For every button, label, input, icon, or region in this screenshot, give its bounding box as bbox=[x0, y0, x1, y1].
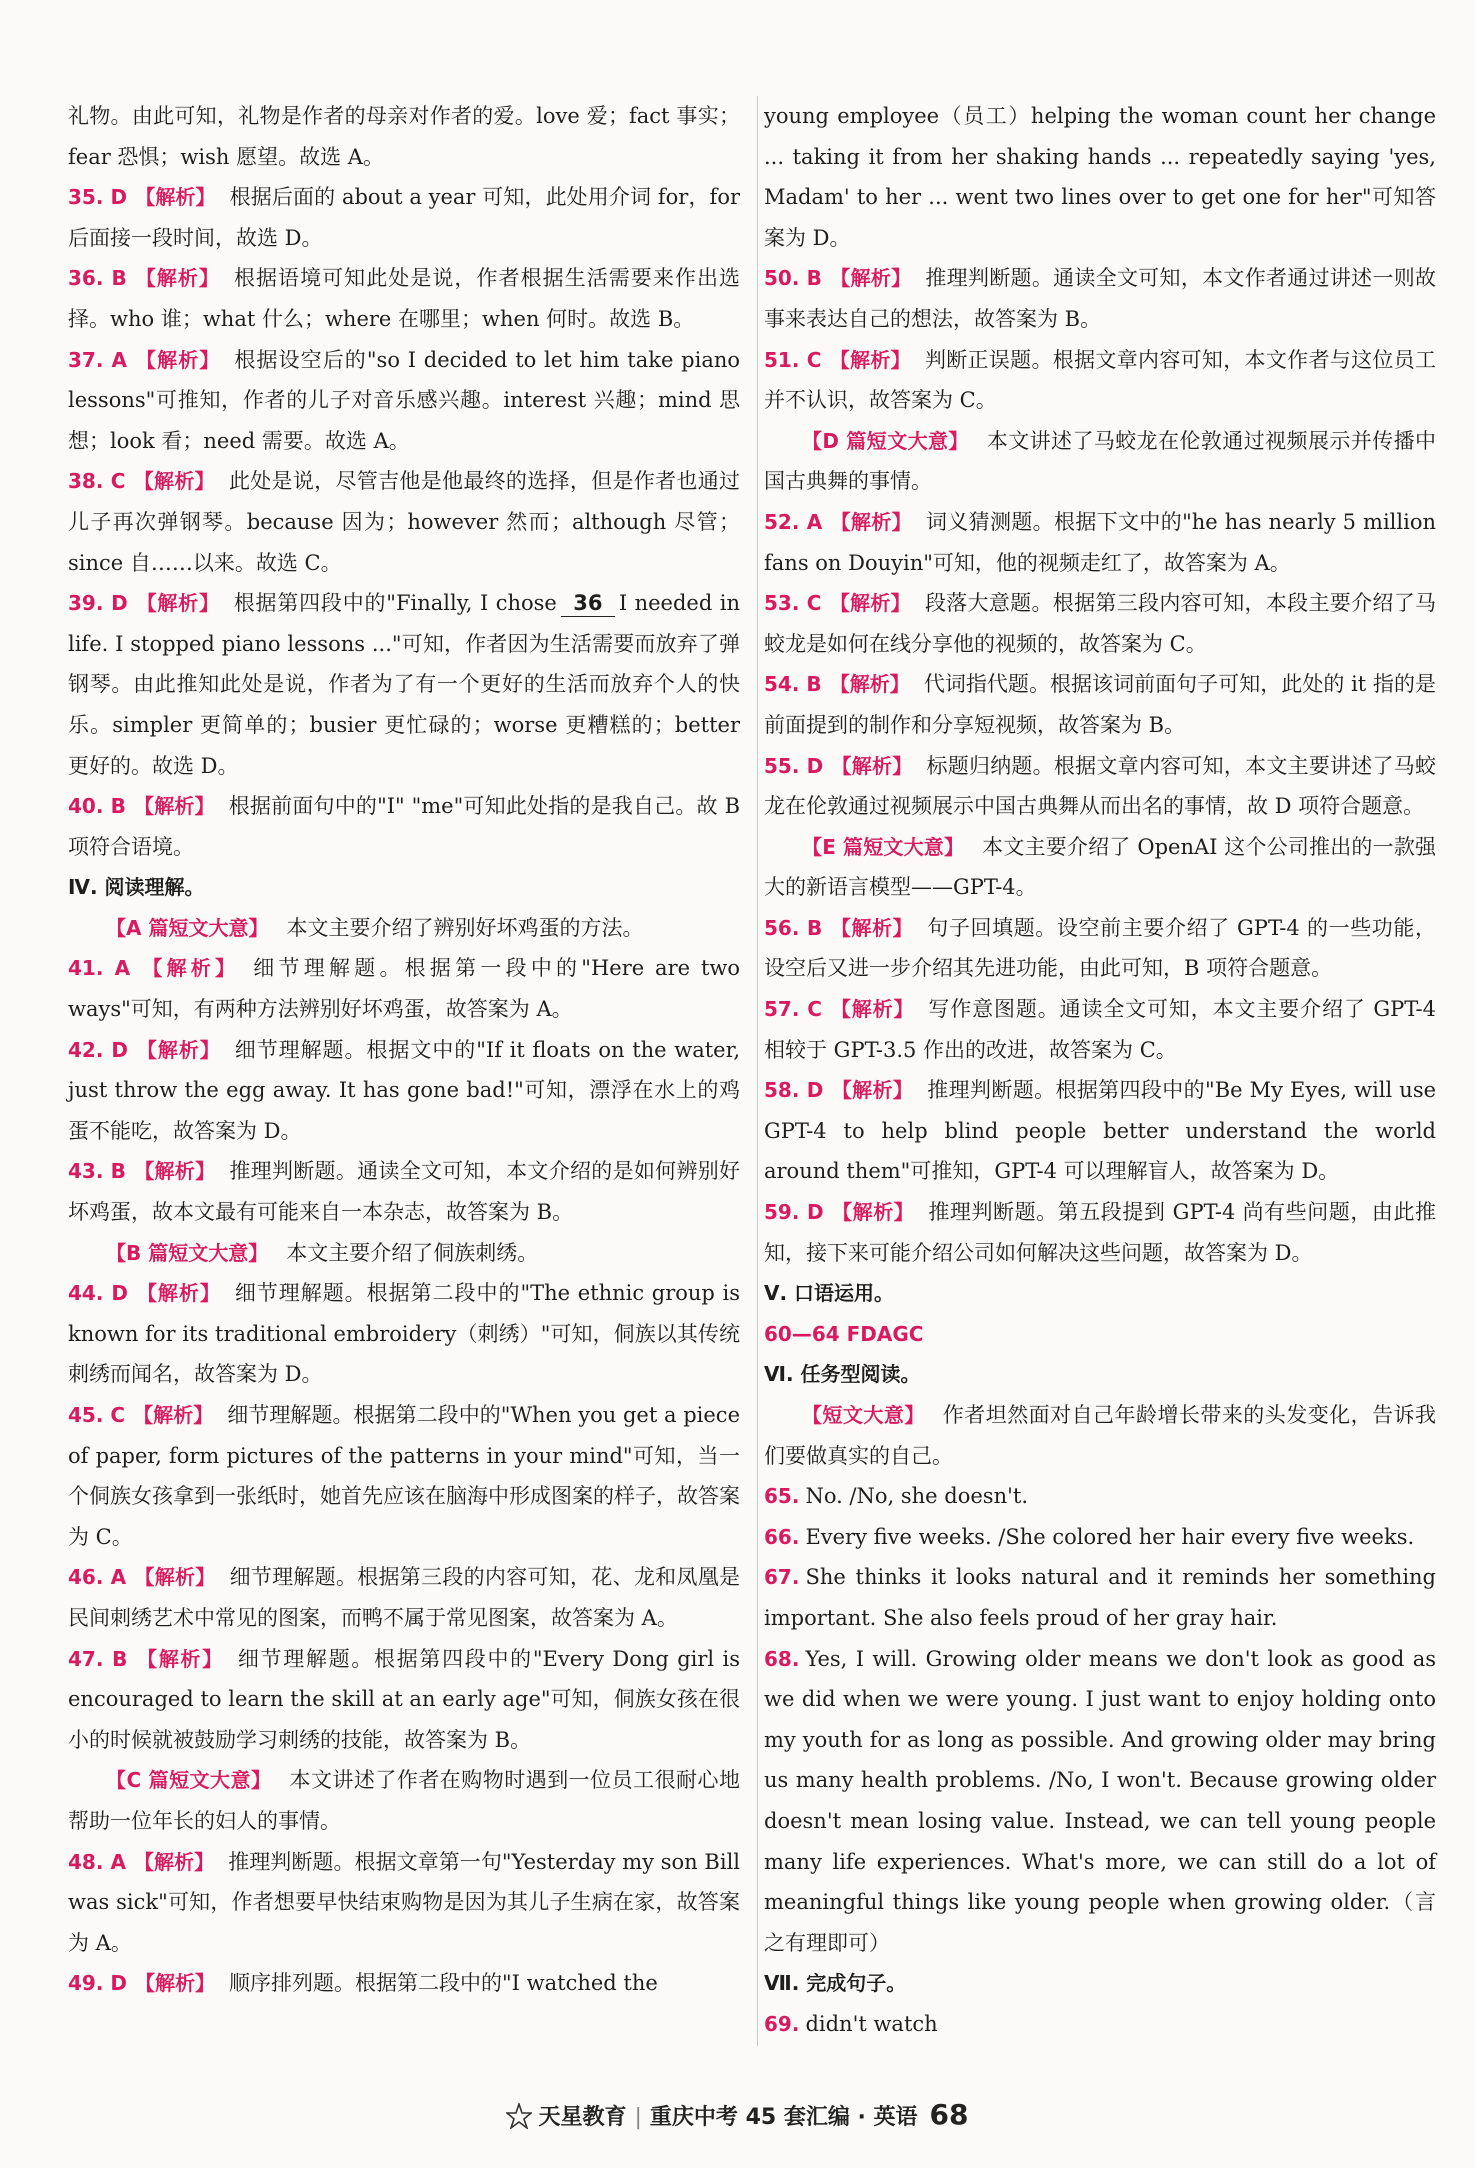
analysis-tag: 【解析】 bbox=[829, 997, 915, 1022]
question-number: 65. bbox=[764, 1484, 800, 1509]
answer-entry bbox=[68, 177, 740, 258]
page-footer: 天星教育 | 重庆中考 45 套汇编 · 英语 68 bbox=[0, 2098, 1475, 2131]
passage-summary bbox=[764, 827, 1436, 908]
entry-text: 细节理解题。根据第二段中的"The ethnic group is known for its traditional embroidery（刺绣）"可知，侗族以其传统刺绣而闻名，故答案为 D。 bbox=[68, 1281, 740, 1387]
right-column bbox=[764, 96, 1436, 2045]
answer-entry bbox=[764, 1557, 1436, 1638]
entry-text: 细节理解题。根据文中的"If it floats on the water, just throw the egg away. It has gone bad!"可知，漂浮在水上的鸡蛋不能吃，故答案为 D。 bbox=[68, 1037, 740, 1143]
analysis-tag: 【解析】 bbox=[135, 1281, 221, 1306]
question-number: 42. D bbox=[68, 1037, 128, 1062]
section-title: Ⅵ. 任务型阅读。 bbox=[764, 1362, 921, 1387]
entry-text: 细节理解题。根据第四段中的"Every Dong girl is encouraged to learn the skill at an early age"可知，侗族女孩在很小的时候就被鼓励学习刺绣的技能，故答案为 B。 bbox=[68, 1646, 741, 1752]
answer-text: No. /No, she doesn't. bbox=[805, 1484, 1028, 1509]
answer-entry bbox=[68, 1273, 740, 1395]
answer-entry bbox=[68, 258, 740, 339]
passage-summary bbox=[68, 908, 740, 949]
answer-entry bbox=[68, 948, 740, 1029]
entry-text: 推理判断题。通读全文可知，本文作者通过讲述一则故事来表达自己的想法，故答案为 B。 bbox=[764, 266, 1437, 331]
entry-text: 段落大意题。根据第三段内容可知，本段主要介绍了马蛟龙是如何在线分享他的视频的，故答案为 C。 bbox=[764, 591, 1437, 656]
summary-tag: 【D 篇短文大意】 bbox=[802, 428, 969, 453]
summary-tag: 【短文大意】 bbox=[802, 1403, 925, 1427]
answer-entry bbox=[764, 258, 1436, 339]
question-number: 55. D bbox=[764, 753, 824, 778]
answer-entry bbox=[68, 340, 740, 462]
answer-text: Yes, I will. Growing older means we don't look as good as we did when we were young. I just want to enjoy holding onto my youth for as long as possible. And growing older may bring us many health problems. /No, I won't. Because growing older doesn't mean losing value. Instead, we can tell young people many life experiences. What's more, we can still do a lot of meaningful things like young people when growing older.（言之有理即可） bbox=[764, 1646, 1436, 1955]
analysis-tag: 【解析】 bbox=[135, 1037, 221, 1062]
question-number: 35. D bbox=[68, 185, 128, 210]
passage-summary bbox=[68, 1233, 740, 1274]
summary-text: 本文主要介绍了辨别好坏鸡蛋的方法。 bbox=[286, 915, 644, 940]
analysis-tag: 【解析】 bbox=[138, 956, 240, 981]
entry-text: 细节理解题。根据第三段的内容可知，花、龙和凤凰是民间刺绣艺术中常见的图案，而鸭不属于常见图案，故答案为 A。 bbox=[68, 1565, 741, 1630]
analysis-tag: 【解析】 bbox=[133, 469, 215, 494]
passage-summary bbox=[764, 1395, 1436, 1476]
analysis-tag: 【解析】 bbox=[829, 672, 910, 697]
entry-text: 判断正误题。根据文章内容可知，本文作者与这位员工并不认识，故答案为 C。 bbox=[764, 347, 1437, 413]
entry-text: 此处是说，尽管吉他是他最终的选择，但是作者也通过儿子再次弹钢琴。because 因为；however 然而；although 尽管；since 自……以来。故选 C。 bbox=[68, 469, 741, 575]
analysis-tag: 【解析】 bbox=[134, 347, 221, 372]
question-number: 57. C bbox=[764, 997, 822, 1022]
question-number: 59. D bbox=[764, 1200, 824, 1225]
question-number: 47. B bbox=[68, 1646, 128, 1671]
question-number: 40. B bbox=[68, 794, 126, 819]
section-title: Ⅶ. 完成句子。 bbox=[764, 1971, 907, 1996]
question-number: 58. D bbox=[764, 1078, 824, 1103]
answer-entry bbox=[68, 583, 740, 786]
entry-text: 根据后面的 about a year 可知，此处用介词 for，for 后面接一段时间，故选 D。 bbox=[68, 185, 741, 250]
summary-tag: 【C 篇短文大意】 bbox=[106, 1768, 272, 1793]
answer-entry bbox=[764, 1192, 1436, 1273]
question-number: 53. C bbox=[764, 591, 822, 616]
page-number: 68 bbox=[929, 2098, 969, 2131]
answer-entry bbox=[764, 746, 1436, 827]
analysis-tag: 【解析】 bbox=[135, 185, 216, 210]
entry-text: 根据设空后的"so I decided to let him take piano lessons"可推知，作者的儿子对音乐感兴趣。interest 兴趣；mind 思想；look 看；need 需要。故选 A。 bbox=[68, 347, 741, 453]
question-number: 39. D bbox=[68, 591, 128, 616]
entry-text: 代词指代题。根据该词前面句子可知，此处的 it 指的是前面提到的制作和分享短视频，故答案为 B。 bbox=[764, 672, 1436, 737]
analysis-tag: 【解析】 bbox=[133, 794, 215, 819]
question-number: 36. B bbox=[68, 266, 127, 291]
summary-text: 本文主要介绍了侗族刺绣。 bbox=[286, 1240, 539, 1265]
answer-entry bbox=[68, 786, 740, 867]
answer-text: Every five weeks. /She colored her hair every five weeks. bbox=[805, 1524, 1415, 1549]
question-number: 51. C bbox=[764, 347, 822, 372]
entry-text: 推理判断题。第五段提到 GPT-4 尚有些问题，由此推知，接下来可能介绍公司如何解决这些问题，故答案为 D。 bbox=[764, 1200, 1437, 1265]
analysis-tag: 【解析】 bbox=[829, 347, 911, 372]
answer-text: She thinks it looks natural and it reminds her something important. She also feels proud of her gray hair. bbox=[764, 1565, 1436, 1630]
question-number: 68. bbox=[764, 1646, 800, 1671]
entry-text: 词义猜测题。根据下文中的"he has nearly 5 million fans on Douyin"可知，他的视频走红了，故答案为 A。 bbox=[764, 509, 1436, 575]
entry-text: 细节理解题。根据第二段中的"When you get a piece of paper, form pictures of the patterns in your mind"可知，当一个侗族女孩拿到一张纸时，她首先应该在脑海中形成图案的样子，故答案为 C。 bbox=[68, 1403, 740, 1549]
analysis-tag: 【解析】 bbox=[133, 1403, 214, 1427]
blank-number: 36 bbox=[561, 590, 615, 617]
question-number: 45. C bbox=[68, 1403, 126, 1427]
analysis-tag: 【解析】 bbox=[133, 1159, 216, 1184]
analysis-tag: 【解析】 bbox=[831, 753, 913, 778]
section-title: Ⅴ. 口语运用。 bbox=[764, 1281, 895, 1306]
question-number: 48. A bbox=[68, 1849, 126, 1874]
analysis-tag: 【解析】 bbox=[830, 915, 914, 940]
answer-entry bbox=[68, 1030, 740, 1152]
entry-text: 标题归纳题。根据文章内容可知，本文主要讲述了马蛟龙在伦敦通过视频展示中国古典舞从而出名的事情，故 D 项符合题意。 bbox=[764, 753, 1437, 819]
continued-text bbox=[68, 96, 740, 177]
answer-entry bbox=[764, 1517, 1436, 1558]
question-number: 46. A bbox=[68, 1565, 127, 1590]
answer-entry bbox=[764, 583, 1436, 664]
section-title: Ⅳ. 阅读理解。 bbox=[68, 875, 205, 900]
answer-entry bbox=[764, 340, 1436, 421]
question-number: 54. B bbox=[764, 672, 822, 697]
entry-text: 礼物。由此可知，礼物是作者的母亲对作者的爱。love 爱；fact 事实；fear 恐惧；wish 愿望。故选 A。 bbox=[68, 104, 740, 169]
analysis-tag: 【解析】 bbox=[134, 266, 220, 291]
summary-tag: 【A 篇短文大意】 bbox=[106, 915, 269, 940]
entry-text: 句子回填题。设空前主要介绍了 GPT-4 的一些功能，设空后又进一步介绍其先进功能，由此可知，B 项符合题意。 bbox=[764, 915, 1437, 981]
entry-text: I needed in life. I stopped piano lessons ..."可知，作者因为生活需要而放弃了弹钢琴。由此推知此处是说，作者为了有一个更好的生活而放弃个人的快乐。simpler 更简单的；busier 更忙碌的；worse 更糟糕的；better 更好的。故选 D。 bbox=[68, 591, 741, 778]
question-number: 49. D bbox=[68, 1971, 127, 1996]
continued-text bbox=[764, 96, 1436, 258]
question-number: 37. A bbox=[68, 347, 127, 372]
analysis-tag: 【解析】 bbox=[829, 266, 912, 291]
entry-text: 推理判断题。根据文章第一句"Yesterday my son Bill was sick"可知，作者想要早快结束购物是因为其儿子生病在家，故答案为 A。 bbox=[68, 1849, 741, 1955]
answer-entry bbox=[764, 1314, 1436, 1355]
answer-entry bbox=[68, 1151, 740, 1232]
question-number: 44. D bbox=[68, 1281, 128, 1306]
summary-text: 本文讲述了作者在购物时遇到一位员工很耐心地帮助一位年长的妇人的事情。 bbox=[68, 1768, 741, 1833]
summary-tag: 【B 篇短文大意】 bbox=[106, 1240, 269, 1265]
summary-text: 本文主要介绍了 OpenAI 这个公司推出的一款强大的新语言模型——GPT-4。 bbox=[764, 834, 1437, 900]
question-number: 67. bbox=[764, 1565, 800, 1590]
answer-entry bbox=[68, 1639, 740, 1761]
analysis-tag: 【解析】 bbox=[134, 1565, 216, 1590]
analysis-tag: 【解析】 bbox=[830, 509, 912, 534]
entry-text: 推理判断题。通读全文可知，本文介绍的是如何辨别好坏鸡蛋，故本文最有可能来自一本杂志，故答案为 B。 bbox=[68, 1159, 741, 1225]
footer-book-title: 重庆中考 45 套汇编 · 英语 bbox=[649, 2105, 918, 2130]
analysis-tag: 【解析】 bbox=[135, 591, 220, 616]
answer-text: didn't watch bbox=[805, 2011, 938, 2036]
question-number: 50. B bbox=[764, 266, 822, 291]
passage-summary bbox=[764, 421, 1436, 502]
column-divider bbox=[757, 96, 758, 2046]
answer-entry bbox=[68, 1395, 740, 1557]
answer-entry bbox=[764, 664, 1436, 745]
answer-entry bbox=[764, 989, 1436, 1070]
question-number: 43. B bbox=[68, 1159, 126, 1184]
left-column bbox=[68, 96, 740, 2004]
analysis-tag: 【解析】 bbox=[135, 1646, 224, 1671]
footer-brand: 天星教育 bbox=[538, 2105, 627, 2130]
answer-entry bbox=[68, 1557, 740, 1638]
answer-entry bbox=[764, 908, 1436, 989]
summary-tag: 【E 篇短文大意】 bbox=[802, 834, 965, 859]
star-logo-icon bbox=[506, 2103, 532, 2129]
answer-entry bbox=[68, 461, 740, 583]
summary-text: 作者坦然面对自己年龄增长带来的头发变化，告诉我们要做真实的自己。 bbox=[764, 1403, 1437, 1468]
answer-entry bbox=[68, 1842, 740, 1964]
analysis-tag: 【解析】 bbox=[831, 1078, 914, 1103]
answer-entry bbox=[764, 2004, 1436, 2045]
question-number: 56. B bbox=[764, 915, 823, 940]
answer-entry bbox=[764, 1639, 1436, 1964]
analysis-tag: 【解析】 bbox=[135, 1971, 215, 1996]
analysis-tag: 【解析】 bbox=[831, 1200, 915, 1225]
entry-text: 顺序排列题。根据第二段中的"I watched the bbox=[229, 1971, 658, 1996]
analysis-tag: 【解析】 bbox=[133, 1849, 215, 1874]
question-number: 52. A bbox=[764, 509, 823, 534]
entry-text: 推理判断题。根据第四段中的"Be My Eyes, will use GPT-4 to help blind people better understand the world around them"可推知，GPT-4 可以理解盲人，故答案为 D。 bbox=[764, 1078, 1437, 1184]
question-number: 69. bbox=[764, 2011, 800, 2036]
analysis-tag: 【解析】 bbox=[829, 591, 911, 616]
entry-text: 根据前面句中的"I" "me"可知此处指的是我自己。故 B 项符合语境。 bbox=[68, 794, 740, 859]
passage-summary bbox=[68, 1760, 740, 1841]
answer-entry bbox=[764, 1476, 1436, 1517]
entry-text: 写作意图题。通读全文可知，本文主要介绍了 GPT-4 相较于 GPT-3.5 作出的改进，故答案为 C。 bbox=[764, 997, 1437, 1062]
answer-entry bbox=[764, 502, 1436, 583]
question-number: 66. bbox=[764, 1524, 800, 1549]
question-number: 41. A bbox=[68, 956, 131, 981]
entry-text: 根据第四段中的"Finally, I chose bbox=[233, 591, 557, 616]
answer-entry bbox=[68, 1963, 740, 2004]
question-number: 60—64 FDAGC bbox=[764, 1321, 924, 1346]
summary-text: 本文讲述了马蛟龙在伦敦通过视频展示并传播中国古典舞的事情。 bbox=[764, 428, 1436, 494]
answer-entry bbox=[764, 1070, 1436, 1192]
question-number: 38. C bbox=[68, 469, 126, 494]
entry-text: 细节理解题。根据第一段中的"Here are two ways"可知，有两种方法辨别好坏鸡蛋，故答案为 A。 bbox=[68, 956, 741, 1022]
entry-text: 根据语境可知此处是说，作者根据生活需要来作出选择。who 谁；what 什么；where 在哪里；when 何时。故选 B。 bbox=[68, 266, 741, 331]
entry-text: young employee（员工）helping the woman count her change ... taking it from her shaking hands ... repeatedly saying 'yes, Madam' to her ... went two lines over to get one for her"可知答案为 D。 bbox=[764, 104, 1436, 250]
